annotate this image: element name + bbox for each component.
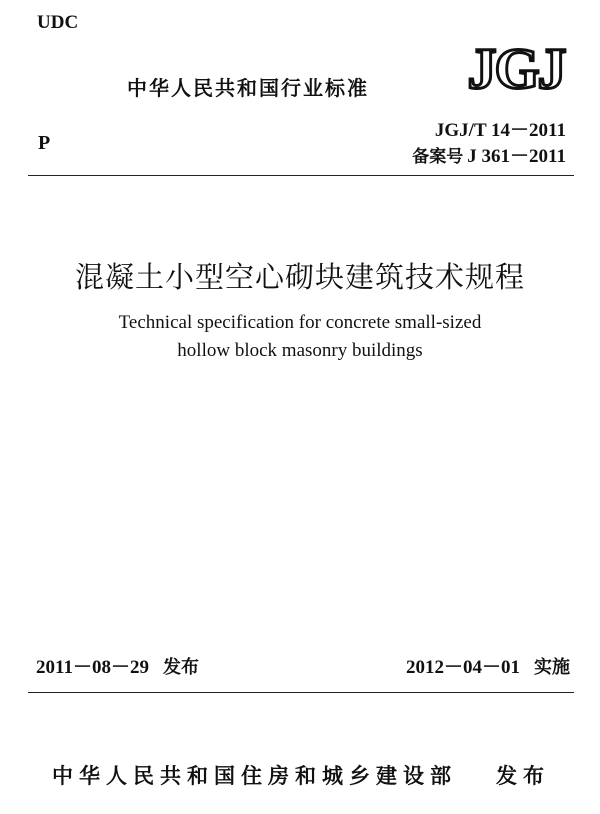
- record-label: 备案号: [412, 147, 464, 167]
- document-title-chinese: 混凝土小型空心砌块建筑技术规程: [74, 260, 525, 294]
- issue-date-value: 2011－08－29: [36, 657, 149, 678]
- implementation-date: [406, 652, 570, 679]
- publisher-action: 发布: [496, 764, 550, 788]
- bottom-divider: [28, 692, 574, 693]
- udc-code: UDC: [37, 12, 79, 33]
- top-divider: [28, 175, 574, 176]
- implementation-date-value: 2012－04－01: [405, 657, 520, 678]
- publisher-name: 中华人民共和国住房和城乡建设部: [52, 764, 457, 788]
- jgj-logo-graphic: [460, 36, 572, 96]
- industry-standard-heading: 中华人民共和国行业标准: [127, 76, 369, 100]
- document-title-english-line2: hollow block masonry buildings: [177, 340, 423, 361]
- issue-date: [36, 652, 199, 679]
- standard-number: JGJ/T 14－2011: [434, 120, 566, 141]
- implementation-date-label: 实施: [534, 657, 570, 678]
- svg-text:JGJ: JGJ: [467, 36, 565, 96]
- record-number: [412, 141, 566, 168]
- document-title-english-line1: Technical specification for concrete small-sized: [118, 312, 482, 333]
- jgj-logo: [460, 36, 572, 96]
- category-letter: P: [38, 132, 51, 154]
- record-value: J 361－2011: [467, 146, 566, 167]
- issue-date-label: 发布: [162, 657, 199, 678]
